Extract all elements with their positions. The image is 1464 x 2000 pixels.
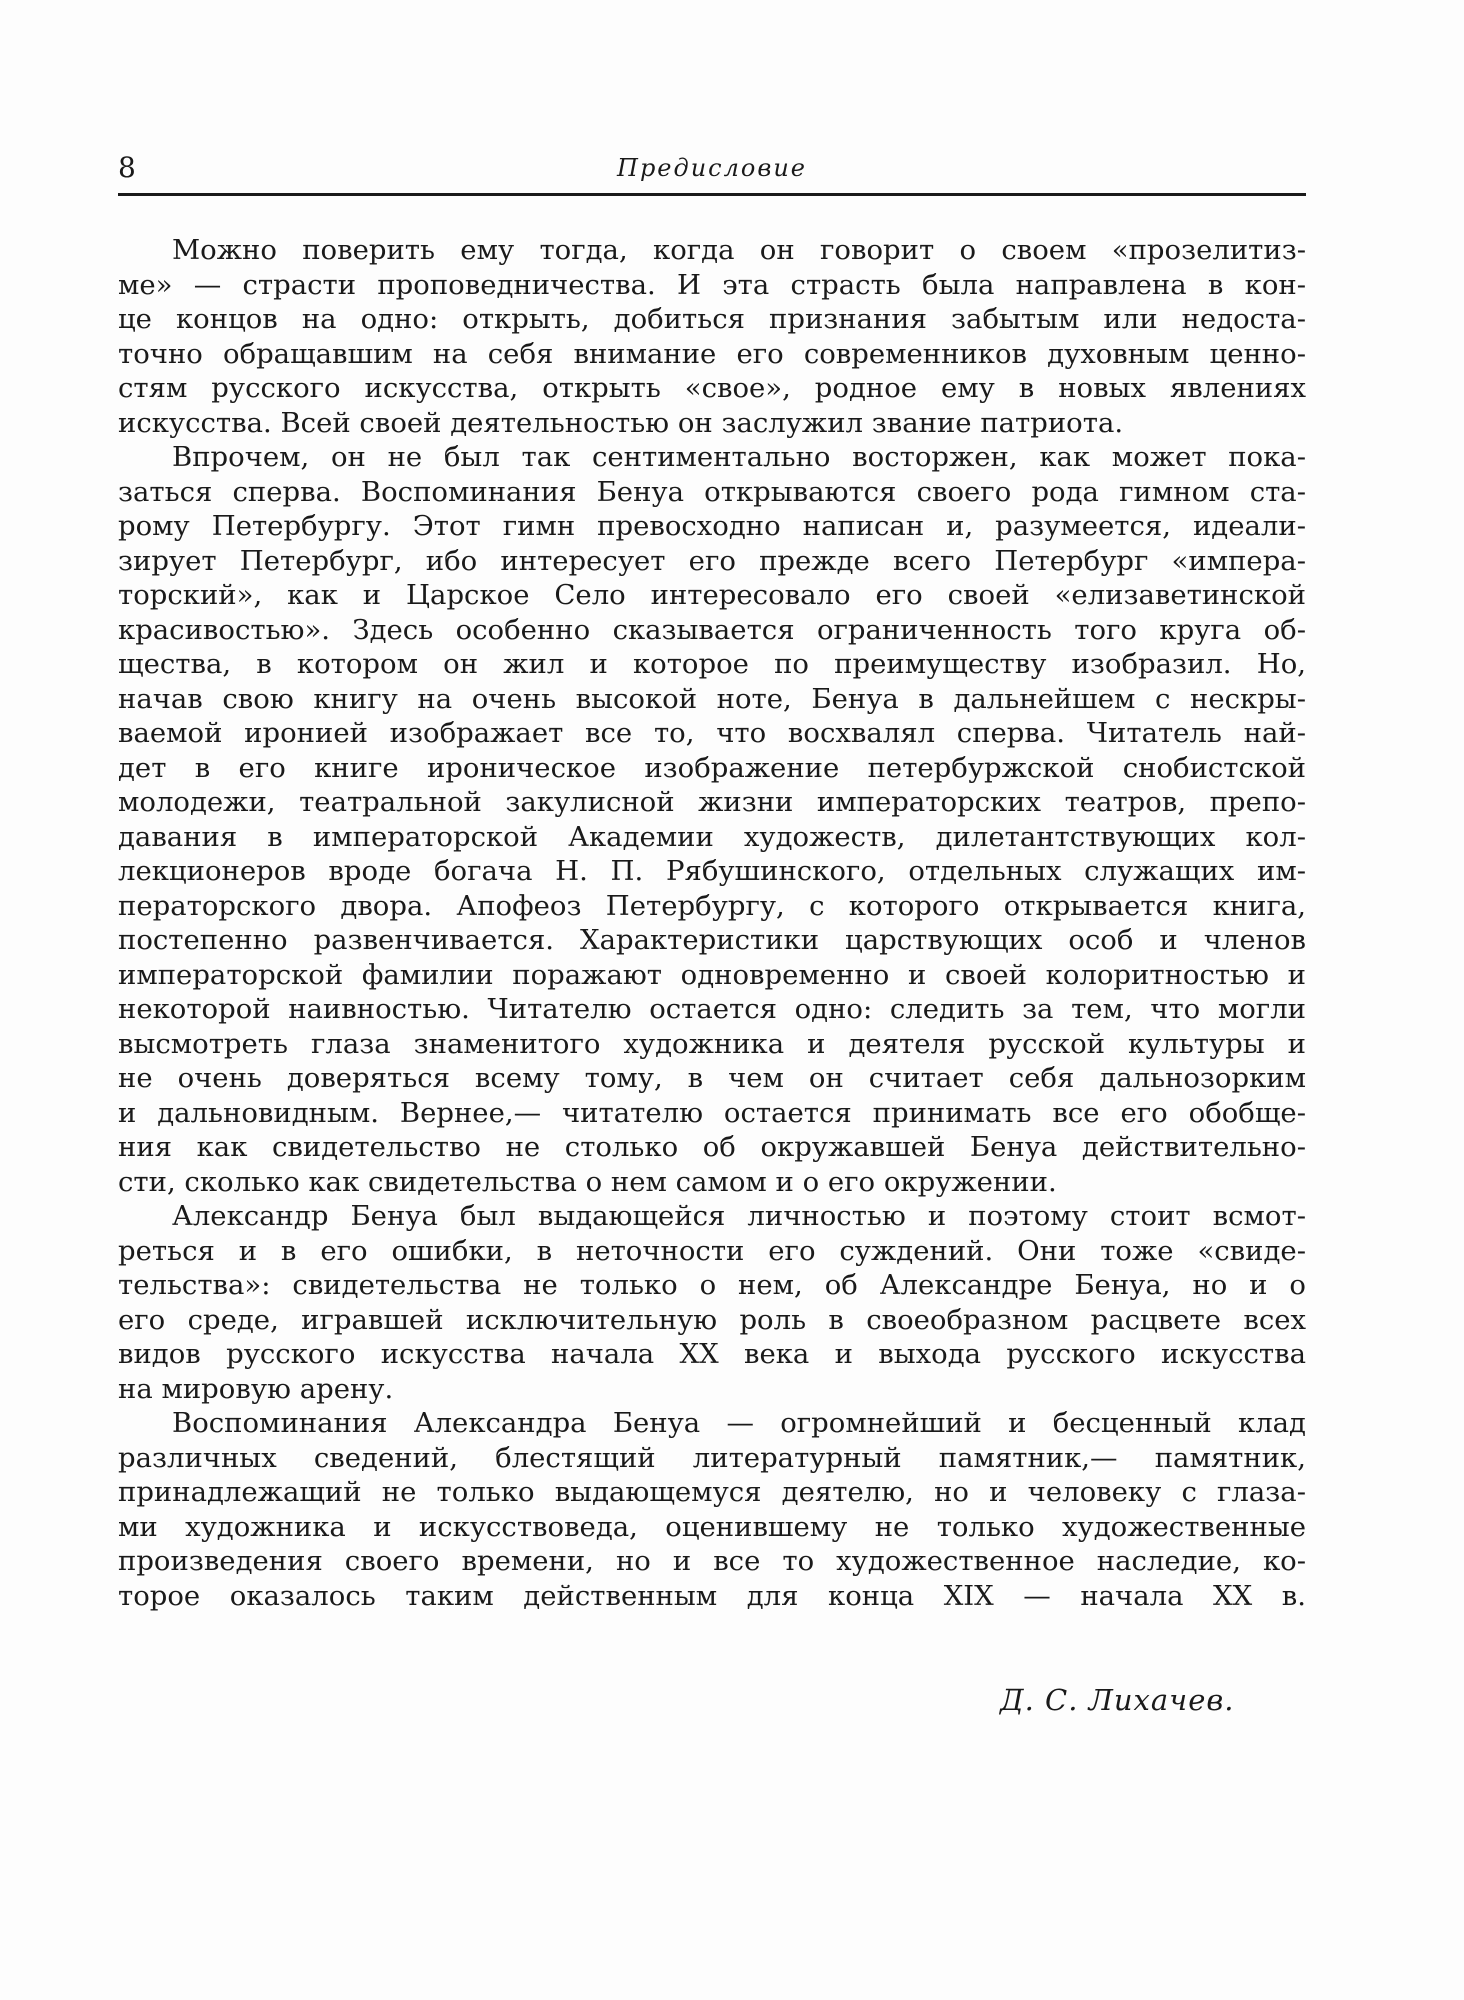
text-line: реться и в его ошибки, в неточности его суждений. Они тоже «свиде- [118, 1234, 1306, 1267]
paragraph-4 [118, 1406, 1306, 1613]
text-line: молодежи, театральной закулисной жизни императорских театров, препо- [118, 786, 1306, 818]
text-line: ния как свидетельство не столько об окружавшей Бенуа действительно- [118, 1131, 1306, 1163]
text-line: щества, в котором он жил и которое по преимуществу изобразил. Но, [118, 648, 1306, 680]
text-line: давания в императорской Академии художеств, дилетантствующих кол- [118, 820, 1306, 853]
text-line: императорской фамилии поражают одновременно и своей колоритностью и [118, 958, 1306, 991]
text-line: сти, сколько как свидетельства о нем самом и о его окружении. [118, 1165, 1057, 1198]
text-line: постепенно развенчивается. Характеристики царствующих особ и членов [118, 924, 1306, 956]
text-line: видов русского искусства начала XX века и выхода русского искусства [118, 1338, 1306, 1370]
text-line: различных сведений, блестящий литературный памятник,— памятник, [118, 1441, 1306, 1474]
text-line: тельства»: свидетельства не только о нем, об Александре Бенуа, но и о [118, 1269, 1306, 1301]
running-head: Предисловие [617, 154, 807, 182]
text-line: произведения своего времени, но и все то художественное наследие, ко- [118, 1545, 1306, 1577]
text-line: принадлежащий не только выдающемуся деятелю, но и человеку с глаза- [118, 1476, 1306, 1508]
text-line: начав свою книгу на очень высокой ноте, Бенуа в дальнейшем с нескры- [118, 682, 1306, 715]
text-line: Впрочем, он не был так сентиментально восторжен, как может пока- [172, 441, 1306, 473]
text-line: точно обращавшим на себя внимание его современников духовным ценно- [118, 337, 1306, 370]
header-rule [118, 193, 1306, 196]
text-line: торский», как и Царское Село интересовало его своей «елизаветинской [118, 579, 1306, 611]
text-line: и дальновидным. Вернее,— читателю остается принимать все его обобще- [118, 1096, 1306, 1129]
text-line: Александр Бенуа был выдающейся личностью и поэтому стоит всмот- [172, 1200, 1306, 1232]
text-line: торое оказалось таким действенным для конца XIX — начала XX в. [118, 1579, 1306, 1612]
text-line: не очень доверяться всему тому, в чем он считает себя дальнозорким [118, 1062, 1306, 1094]
page-number: 8 [118, 151, 136, 184]
text-line: зирует Петербург, ибо интересует его прежде всего Петербург «импера- [118, 544, 1306, 577]
text-line: красивостью». Здесь особенно сказывается ограниченность того круга об- [118, 613, 1306, 646]
paragraph-3 [118, 1199, 1306, 1406]
text-line: заться сперва. Воспоминания Бенуа открываются своего рода гимном ста- [118, 475, 1306, 508]
text-line: стям русского искусства, открыть «свое», родное ему в новых явлениях [118, 372, 1306, 404]
text-line: ми художника и искусствоведа, оценившему не только художественные [118, 1510, 1306, 1543]
text-line: ператорского двора. Апофеоз Петербургу, с которого открывается книга, [118, 889, 1306, 922]
paragraph-1 [118, 233, 1306, 440]
author-signature: Д. С. Лихачев. [1000, 1683, 1235, 1717]
text-line: ваемой иронией изображает все то, что восхвалял сперва. Читатель най- [118, 717, 1306, 749]
page-header [118, 150, 1306, 190]
text-line: некоторой наивностью. Читателю остается одно: следить за тем, что могли [118, 993, 1306, 1025]
text-line: искусства. Всей своей деятельностью он заслужил звание патриота. [118, 406, 1124, 439]
text-line: высмотреть глаза знаменитого художника и деятеля русской культуры и [118, 1027, 1306, 1060]
text-line: це концов на одно: открыть, добиться признания забытым или недоста- [118, 303, 1306, 335]
text-line: на мировую арену. [118, 1372, 394, 1405]
text-line: рому Петербургу. Этот гимн превосходно написан и, разумеется, идеали- [118, 510, 1306, 542]
text-line: дет в его книге ироническое изображение петербуржской снобистской [118, 751, 1306, 784]
text-line: ме» — страсти проповедничества. И эта страсть была направлена в кон- [118, 268, 1306, 301]
text-line: Воспоминания Александра Бенуа — огромнейший и бесценный клад [172, 1407, 1306, 1439]
paragraph-2 [118, 440, 1306, 1199]
body-text [118, 233, 1306, 1613]
text-line: Можно поверить ему тогда, когда он говорит о своем «прозелитиз- [172, 234, 1306, 266]
text-line: лекционеров вроде богача Н. П. Рябушинского, отдельных служащих им- [118, 855, 1306, 887]
text-line: его среде, игравшей исключительную роль в своеобразном расцвете всех [118, 1303, 1306, 1336]
